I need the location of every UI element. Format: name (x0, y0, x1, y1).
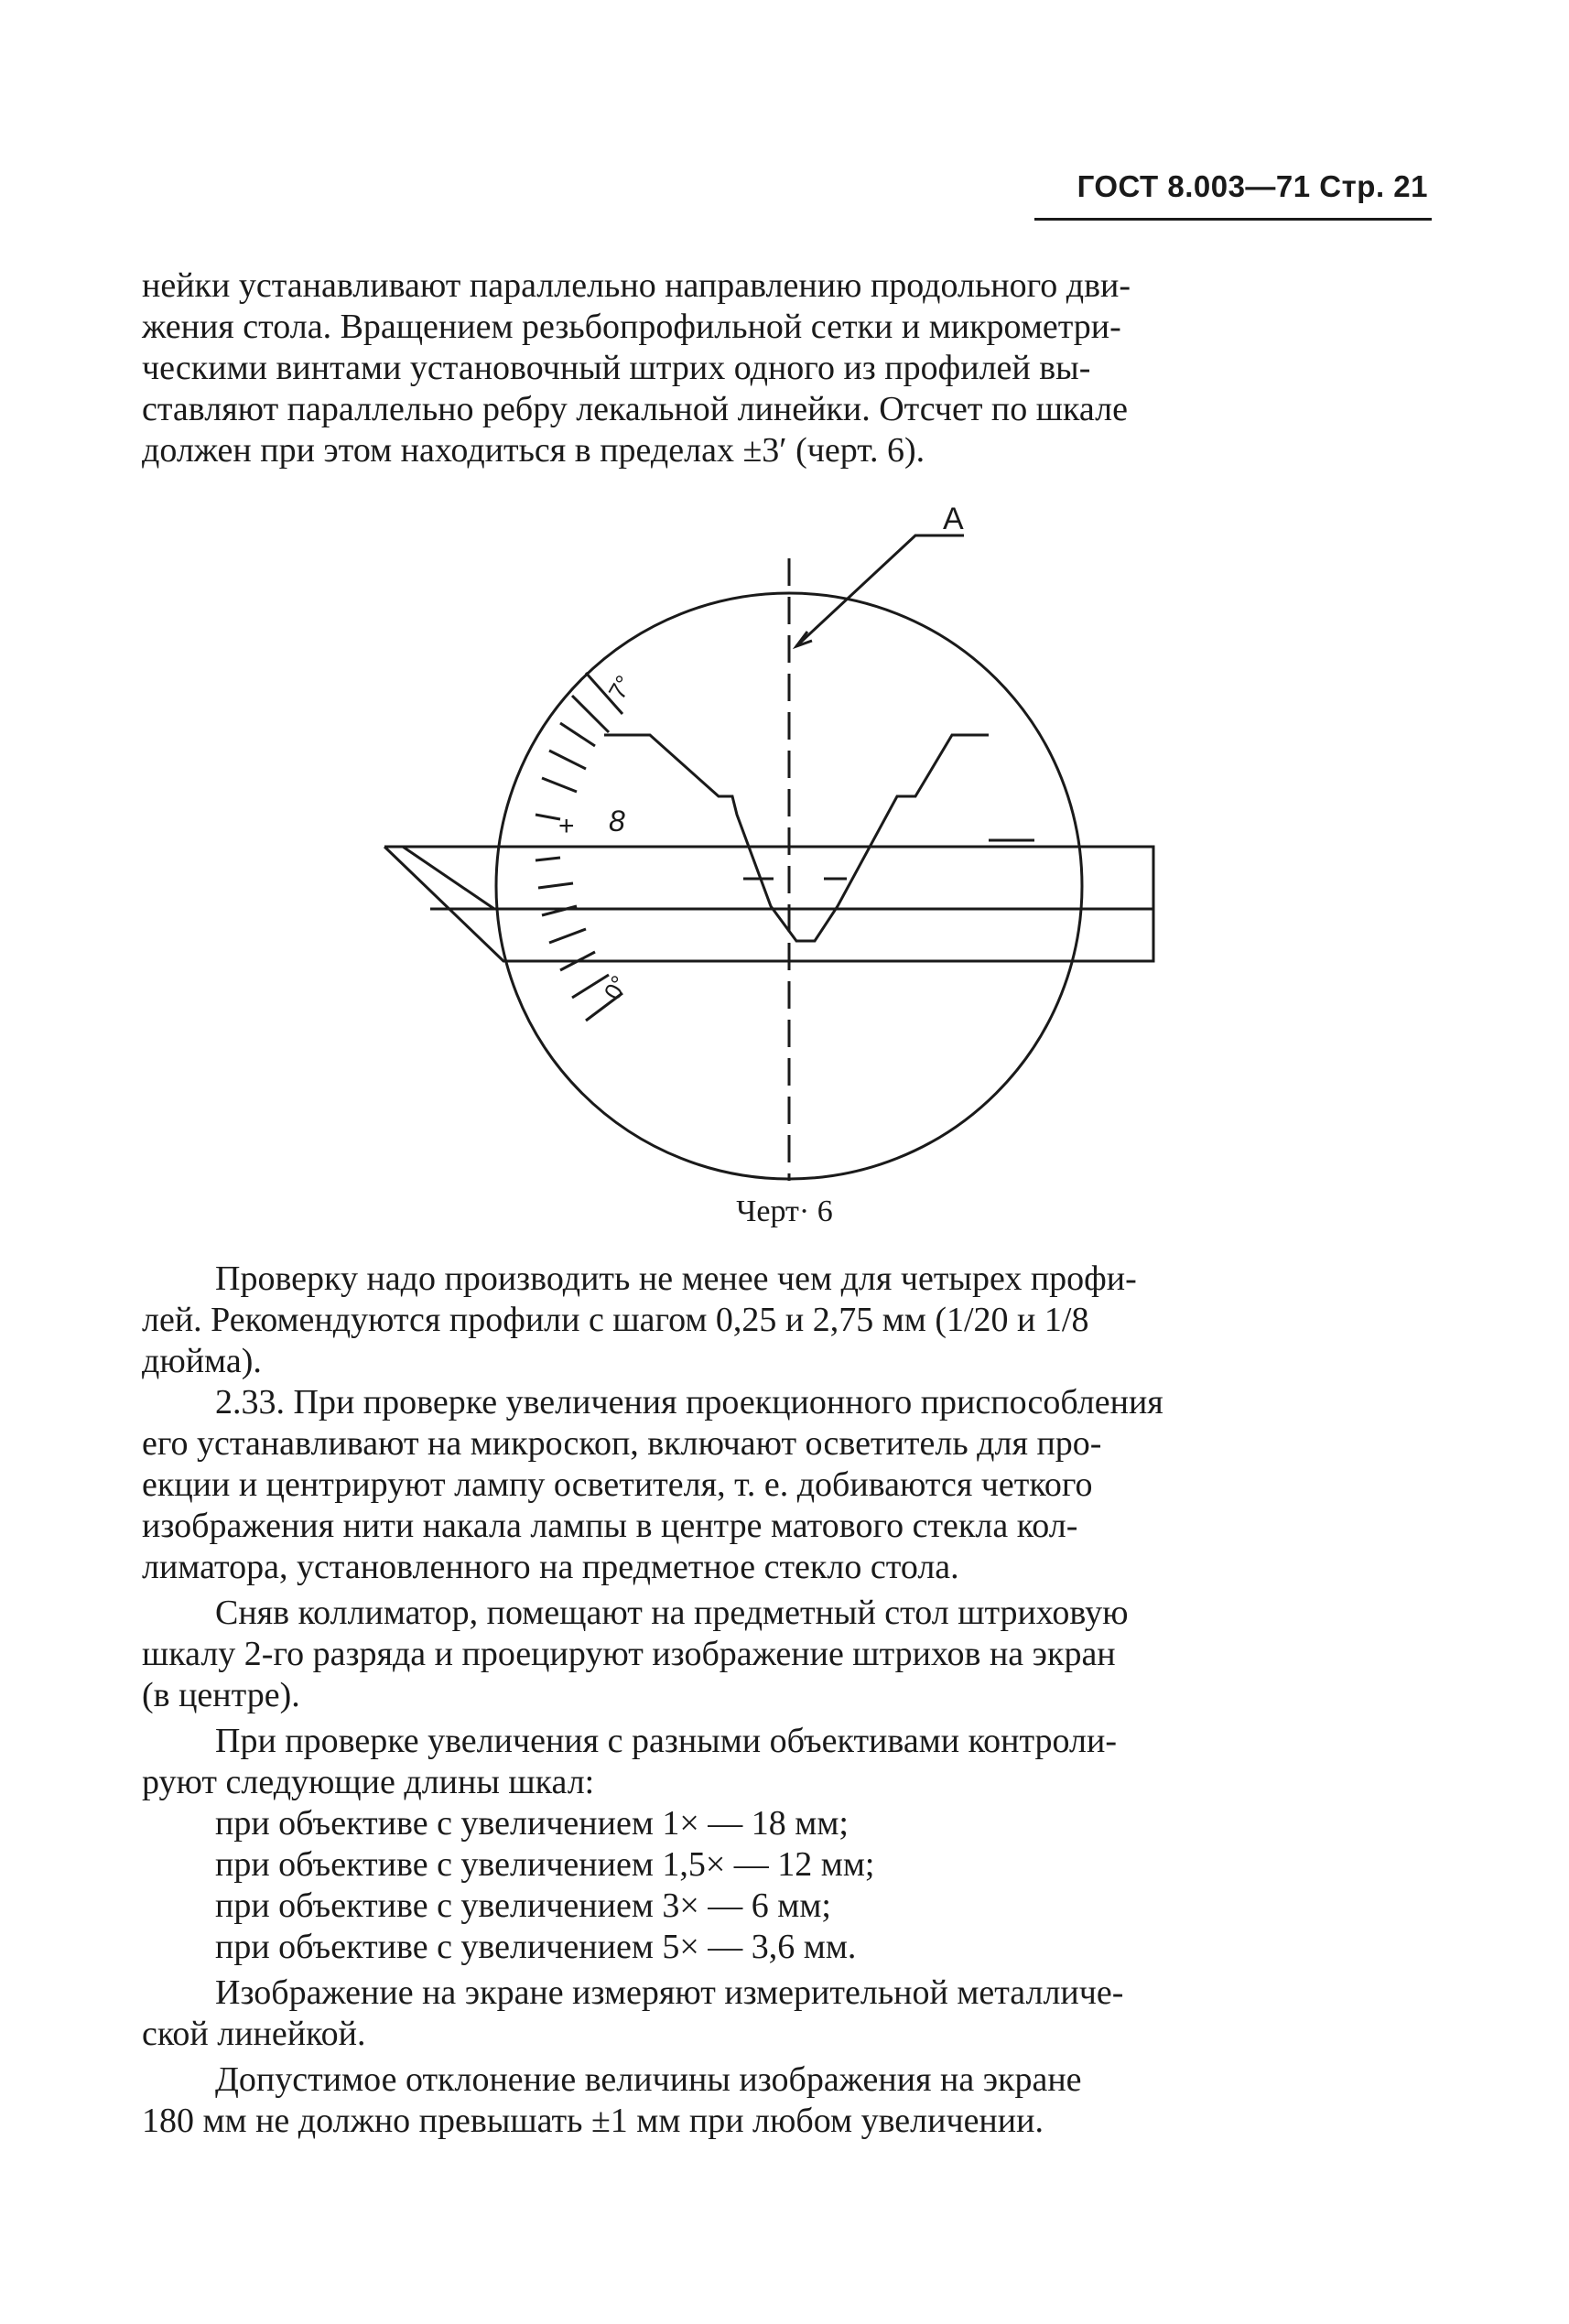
label-plus: + (558, 811, 575, 841)
list-item: при объективе с увеличением 3× — 6 мм; (215, 1886, 831, 1925)
label-0deg: 0° (598, 970, 633, 1005)
text-line: шкалу 2-го разряда и проецируют изображение штрихов на экран (142, 1635, 1116, 1673)
figure-caption: Черт· 6 (736, 1194, 833, 1228)
text-line: дюйма). (142, 1342, 262, 1380)
pointer-a (796, 535, 964, 646)
list-item: при объективе с увеличением 5× — 3,6 мм. (215, 1928, 857, 1966)
text-line: должен при этом находиться в пределах ±3′ (черт. 6). (142, 431, 925, 470)
figure-6-diagram (0, 494, 1569, 1190)
list-item: при объективе с увеличением 1× — 18 мм; (215, 1804, 849, 1843)
header-title: ГОСТ 8.003—71 Стр. 21 (1077, 169, 1428, 203)
text-line: 2.33. При проверке увеличения проекционного приспособления (215, 1383, 1163, 1421)
text-line: екции и центрируют лампу осветителя, т. е. добиваются четкого (142, 1465, 1093, 1504)
text-line: руют следующие длины шкал: (142, 1763, 595, 1801)
text-line: жения стола. Вращением резьбопрофильной сетки и микрометри- (142, 308, 1121, 346)
text-line: Сняв коллиматор, помещают на предметный стол штриховую (215, 1594, 1129, 1632)
text-line: лей. Рекомендуются профили с шагом 0,25 и 2,75 мм (1/20 и 1/8 (142, 1301, 1089, 1339)
text-line: нейки устанавливают параллельно направлению продольного дви- (142, 266, 1131, 305)
text-line: лиматора, установленного на предметное стекло стола. (142, 1548, 959, 1586)
text-line: изображения нити накала лампы в центре матового стекла кол- (142, 1507, 1078, 1545)
text-line: ставляют параллельно ребру лекальной линейки. Отсчет по шкале (142, 390, 1128, 428)
text-line: (в центре). (142, 1676, 300, 1714)
header-rule (1034, 218, 1432, 221)
text-line: При проверке увеличения с разными объективами контроли- (215, 1722, 1117, 1760)
label-8: 8 (609, 805, 625, 838)
text-line: ской линейкой. (142, 2015, 366, 2053)
label-7deg: 7° (602, 670, 638, 705)
text-line: Проверку надо производить не менее чем для четырех профи- (215, 1259, 1137, 1298)
text-line: Допустимое отклонение величины изображения на экране (215, 2060, 1082, 2099)
label-a: А (943, 502, 964, 536)
text-line: его устанавливают на микроскоп, включают осветитель для про- (142, 1424, 1102, 1463)
text-line: 180 мм не должно превышать ±1 мм при любом увеличении. (142, 2102, 1044, 2140)
text-line: ческими винтами установочный штрих одного из профилей вы- (142, 349, 1091, 387)
text-line: Изображение на экране измеряют измерительной металличе- (215, 1973, 1124, 2012)
list-item: при объективе с увеличением 1,5× — 12 мм; (215, 1845, 875, 1884)
